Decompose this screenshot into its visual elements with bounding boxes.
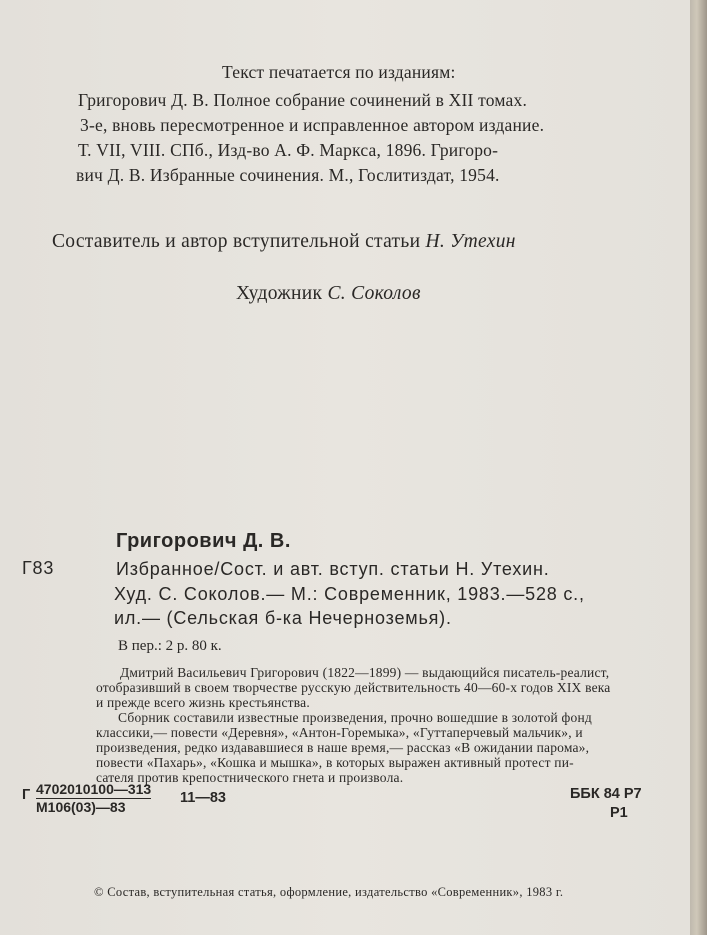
index-denominator: М106(03)—83 [36,799,126,815]
catalog-code: Г83 [22,558,55,578]
artist-label: Художник [236,283,323,304]
catalog-author: Григорович Д. В. [116,530,291,552]
catalog-line: Худ. С. Соколов.— М.: Современник, 1983.—528 с., [114,584,585,604]
index-prefix: Г [22,787,31,803]
sources-line: 3-е, вновь пересмотренное и исправленное автором издание. [80,115,545,135]
price: В пер.: 2 р. 80 к. [118,638,222,654]
catalog-line: ил.— (Сельская б-ка Нечерноземья). [114,608,452,628]
sources-line: Григорович Д. В. Полное собрание сочинений в XII томах. [78,90,528,110]
copyright-line: © Состав, вступительная статья, оформление, издательство «Современник», 1983 г. [94,885,564,899]
annotation-line: классики,— повести «Деревня», «Антон-Горемыка», «Гуттаперчевый мальчик», и [96,725,583,740]
sources-line: Т. VII, VIII. СПб., Изд-во А. Ф. Маркса, 1896. Григоро- [78,140,499,160]
compiler-credit [52,231,516,253]
bbk-code: ББК 84 Р7 [570,786,642,802]
artist-name: С. Соколов [327,283,421,304]
annotation-line: Дмитрий Васильевич Григорович (1822—1899) — выдающийся писатель-реалист, [120,665,610,680]
compiler-name: Н. Утехин [425,231,516,252]
sources-line: вич Д. В. Избранные сочинения. М., Гослитиздат, 1954. [76,165,500,185]
annotation-line: и прежде всего жизнь крестьянства. [96,695,310,710]
index-fraction [36,781,151,815]
sources-heading: Текст печатается по изданиям: [222,62,456,82]
index-numerator: 4702010100—313 [36,781,152,797]
catalog-line: Избранное/Сост. и авт. вступ. статьи Н. Утехин. [116,559,550,579]
annotation-line: Сборник составили известные произведения, прочно вошедшие в золотой фонд [118,710,592,725]
bbk-code-2: Р1 [610,805,628,821]
book-spine [690,0,707,935]
annotation-line: отобразивший в своем творчестве русскую действительность 40—60-х годов XIX века [96,680,611,695]
index-suffix: 11—83 [180,790,226,806]
annotation-line: повести «Пахарь», «Кошка и мышка», в которых выражен активный протест пи- [96,755,574,770]
compiler-label: Составитель и автор вступительной статьи [52,231,421,252]
artist-credit [236,283,421,305]
annotation-line: произведения, редко издававшиеся в наше время,— рассказ «В ожидании парома», [96,740,590,755]
annotation-line: сателя против крепостнического гнета и произвола. [96,770,404,785]
